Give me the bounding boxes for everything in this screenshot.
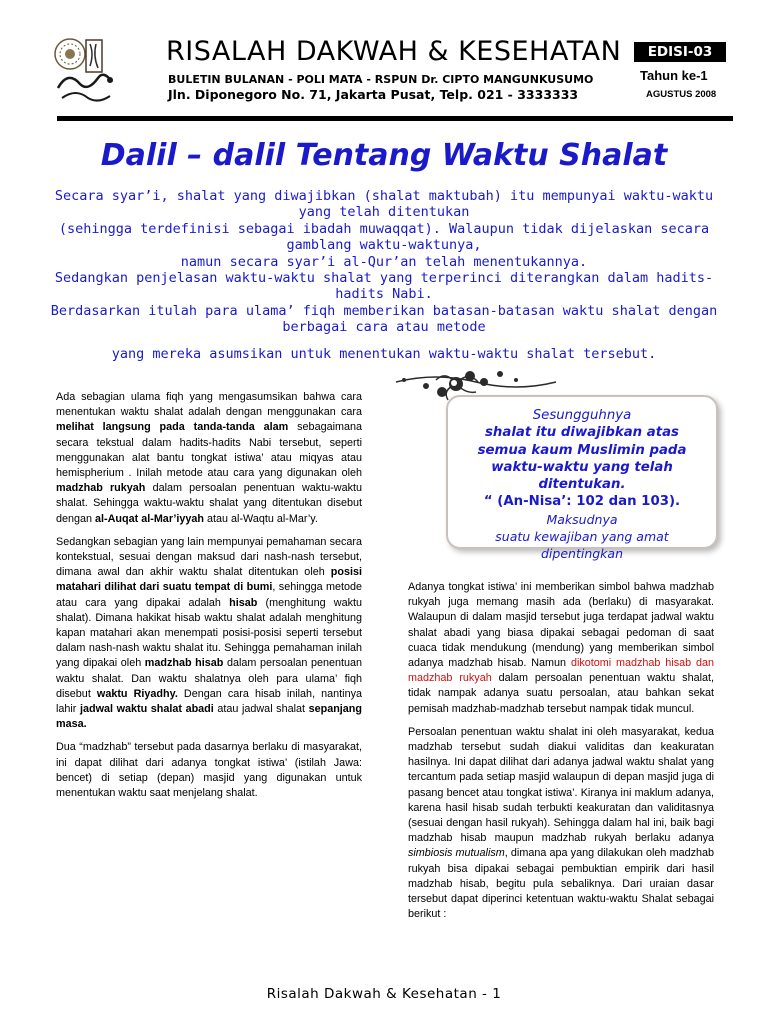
- date-label: AGUSTUS 2008: [646, 89, 717, 100]
- page-footer: Risalah Dakwah & Kesehatan - 1: [266, 986, 502, 1002]
- left-column: [56, 390, 362, 809]
- quote-text: Sesungguhnya shalat itu diwajibkan atas semua kaum Muslimin pada waktu-waktu yang telah ditentukan. “ (An-Nisa’: 102 dan 103). Maksudnya suatu kewajiban yang amat dipentingkan: [477, 408, 687, 562]
- year-label: Tahun ke-1: [640, 68, 708, 83]
- intro-line: Berdasarkan itulah para ulama’ fiqh memberikan batasan-batasan waktu shalat dengan berbagai cara atau metode: [50, 302, 718, 336]
- calligraphy-logo: [52, 36, 124, 106]
- paragraph: Sedangkan sebagian yang lain mempunyai pemahaman secara kontekstual, sesuai dengan maksud dari nash-nash tersebut, dimana awal dan akhir waktu shalat ditentukan oleh posisi matahari dilihat dari suatu tempat di bumi, sehingga metode atau cara yang dipakai adalah hisab (menghitung waktu shalat). Dimana hakikat hisab waktu shalat adalah menghitung kapan matahari akan menempati posisi-posisi seperti tersebut dalam nash-nash waktu shalat itu. Sehingga pemahaman inilah yang dipakai oleh madzhab hisab dalam persoalan penentuan waktu shalat. Dan waktu shalatnya oleh para ulama’ fiqh disebut waktu Riyadhy. Dengan cara hisab inilah, nantinya lahir jadwal waktu shalat abadi atau jadwal shalat sepanjang masa.: [56, 535, 363, 731]
- bulletin-subtitle: BULETIN BULANAN - POLI MATA - RSPUN Dr. CIPTO MANGUNKUSUMO: [168, 73, 594, 86]
- intro-line: Secara syar’i, shalat yang diwajibkan (shalat maktubah) itu mempunyai waktu-waktu yang telah ditentukan: [54, 188, 714, 221]
- paragraph: Dua “madzhab” tersebut pada dasarnya berlaku di masyarakat, ini dapat dilihat dari adanya tongkat istiwa’ (istilah Jawa: bencet) di setiap (depan) masjid yang digunakan untuk menentukan waktu saat menjelang shalat.: [56, 741, 362, 800]
- paragraph: Persoalan penentuan waktu shalat ini oleh masyarakat, kedua madzhab tersebut sudah diakui validitas dan keakuratan hasilnya. Ini dapat dilihat dari adanya jadwal waktu shalat yang tercantum pada setiap masjid walaupun di depan masjid juga di pasang bencet atau tongkat istiwa’. Kiranya ini maklum adanya, karena hasil hisab sudah terbukti keakuratan dan validitasnya (sesuai dengan hasil rukyah). Sehingga dalam hal ini, baik bagi madzhab hisab maupun madzhab rukyah berlaku adanya simbiosis mutualism, dimana apa yang dilakukan oleh madzhab rukyah bisa dipakai sebagai pembuktian empirik dari hasil madzhab hisab, begitu pula sebaliknya. Dari uraian dasar tersebut dapat diperinci ketentuan waktu-waktu Shalat sebagai berikut :: [408, 725, 714, 921]
- bulletin-title: RISALAH DAKWAH & KESEHATAN: [166, 36, 622, 67]
- article-heading: Dalil – dalil Tentang Waktu Shalat: [100, 138, 668, 173]
- intro-line: (sehingga terdefinisi sebagai ibadah muwaqqat). Walaupun tidak dijelaskan secara gamblang waktu-waktunya,: [58, 220, 710, 254]
- bulletin-address: Jln. Diponegoro No. 71, Jakarta Pusat, Telp. 021 - 3333333: [168, 87, 579, 102]
- intro-line: Sedangkan penjelasan waktu-waktu shalat yang terperinci diterangkan dalam hadits-hadits Nabi.: [54, 270, 714, 303]
- quote-card: [446, 395, 718, 562]
- intro-line: namun secara syar’i al-Qur’an telah menentukannya.: [180, 253, 588, 270]
- paragraph: Adanya tongkat istiwa’ ini memberikan simbol bahwa madzhab rukyah juga memang masih ada (berlaku) di masyarakat. Walaupun di dalam masjid tersebut juga terdapat jadwal waktu shalat abadi yang biasa dipakai sebagai pedoman di saat cuaca tidak mendukung (mendung) yang memberikan simbol adanya madzhab hisab. Namun dikotomi madzhab hisab dan madzhab rukyah dalam persoalan penentuan waktu shalat, tidak nampak adanya suatu persoalan, atau bahkan sekat pemisah madzhab-madzhab tersebut nampak tidak muncul.: [408, 581, 714, 715]
- header-divider: [57, 116, 733, 121]
- article-intro: [40, 188, 728, 362]
- paragraph: Ada sebagian ulama fiqh yang mengasumsikan bahwa cara menentukan waktu shalat adalah dengan menggunakan cara melihat langsung pada tanda-tanda alam sebagaimana secara tekstual dalam hadits-hadits Nabi tersebut, seperti menggunakan alat bantu tongkat istiwa’ atau miqyas atau hemispherium . Inilah metode atau cara yang digunakan oleh madzhab rukyah dalam persoalan penentuan waktu-waktu shalat. Sehingga waktu-waktu shalat yang ditentukan disebut dengan al-Auqat al-Mar’iyyah atau al-Waqtu al-Mar’y.: [56, 391, 362, 525]
- intro-line: yang mereka asumsikan untuk menentukan waktu-waktu shalat tersebut.: [111, 345, 657, 362]
- edition-badge: EDISI-03: [634, 42, 726, 62]
- right-column: [408, 580, 714, 930]
